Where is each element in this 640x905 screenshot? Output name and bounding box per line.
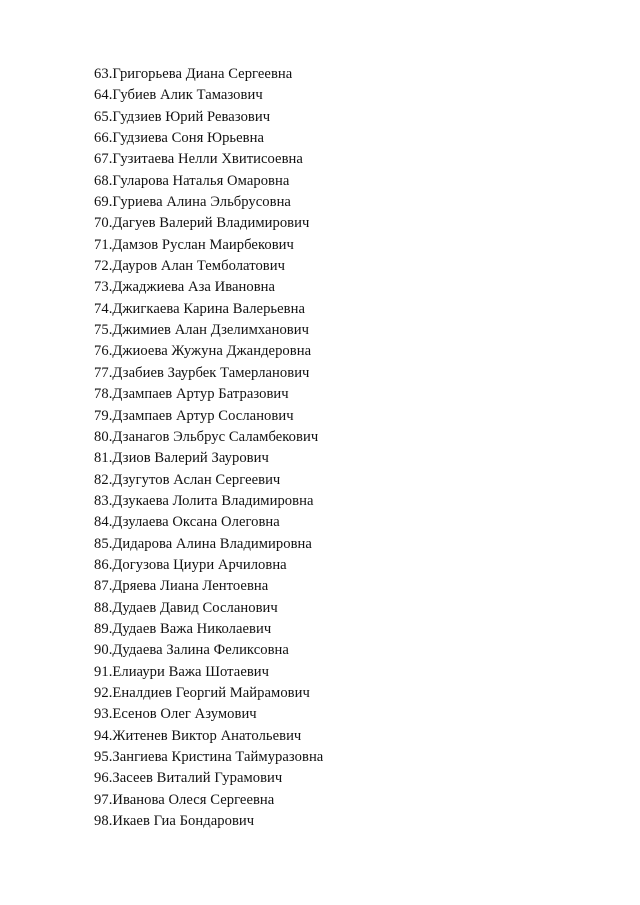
list-item: 87.Дряева Лиана Лентоевна: [94, 578, 269, 595]
list-item: 72.Дауров Алан Темболатович: [94, 258, 285, 275]
list-item: 90.Дудаева Залина Феликсовна: [94, 642, 289, 659]
list-item: 64.Губиев Алик Тамазович: [94, 87, 263, 104]
list-item: 98.Икаев Гиа Бондарович: [94, 813, 255, 830]
list-item: 93.Есенов Олег Азумович: [94, 706, 257, 723]
list-item: 71.Дамзов Руслан Маирбекович: [94, 236, 294, 253]
list-item: 70.Дагуев Валерий Владимирович: [94, 215, 310, 232]
list-item: 78.Дзампаев Артур Батразович: [94, 386, 289, 403]
list-item: 81.Дзиов Валерий Заурович: [94, 450, 269, 467]
list-item: 68.Гуларова Наталья Омаровна: [94, 172, 290, 189]
list-item: 67.Гузитаева Нелли Хвитисоевна: [94, 151, 303, 168]
list-item: 75.Джимиев Алан Дзелимханович: [94, 322, 309, 339]
list-item: 86.Догузова Циури Арчиловна: [94, 556, 287, 573]
list-item: 63.Григорьева Диана Сергеевна: [94, 66, 293, 82]
list-item: 85.Дидарова Алина Владимировна: [94, 535, 312, 552]
list-item: 74.Джигкаева Карина Валерьевна: [94, 300, 305, 317]
list-item: 84.Дзулаева Оксана Олеговна: [94, 514, 280, 531]
list-item: 89.Дудаев Важа Николаевич: [94, 620, 272, 637]
list-item: 77.Дзабиев Заурбек Тамерланович: [94, 364, 310, 381]
list-item: 91.Елиаури Важа Шотаевич: [94, 663, 270, 680]
list-item: 66.Гудзиева Соня Юрьевна: [94, 130, 264, 147]
list-item: 95.Зангиева Кристина Таймуразовна: [94, 749, 324, 765]
list-item: 92.Еналдиев Георгий Майрамович: [94, 684, 310, 701]
list-item: 69.Гуриева Алина Эльбрусовна: [94, 194, 291, 211]
list-item: 96.Засеев Виталий Гурамович: [94, 770, 283, 787]
list-item: 94.Житенев Виктор Анатольевич: [94, 727, 302, 744]
name-list: [94, 64, 323, 832]
list-item: 80.Дзанагов Эльбрус Саламбекович: [94, 428, 319, 445]
list-item: 97.Иванова Олеся Сергеевна: [94, 791, 275, 808]
list-item: 73.Джаджиева Аза Ивановна: [94, 279, 276, 296]
list-item: 76.Джиоева Жужуна Джандеровна: [94, 343, 312, 360]
list-item: 65.Гудзиев Юрий Ревазович: [94, 108, 271, 125]
list-item: 79.Дзампаев Артур Сосланович: [94, 407, 294, 424]
list-item: 82.Дзугутов Аслан Сергеевич: [94, 471, 281, 488]
list-item: 83.Дзукаева Лолита Владимировна: [94, 492, 314, 509]
list-item: 88.Дудаев Давид Сосланович: [94, 599, 278, 616]
